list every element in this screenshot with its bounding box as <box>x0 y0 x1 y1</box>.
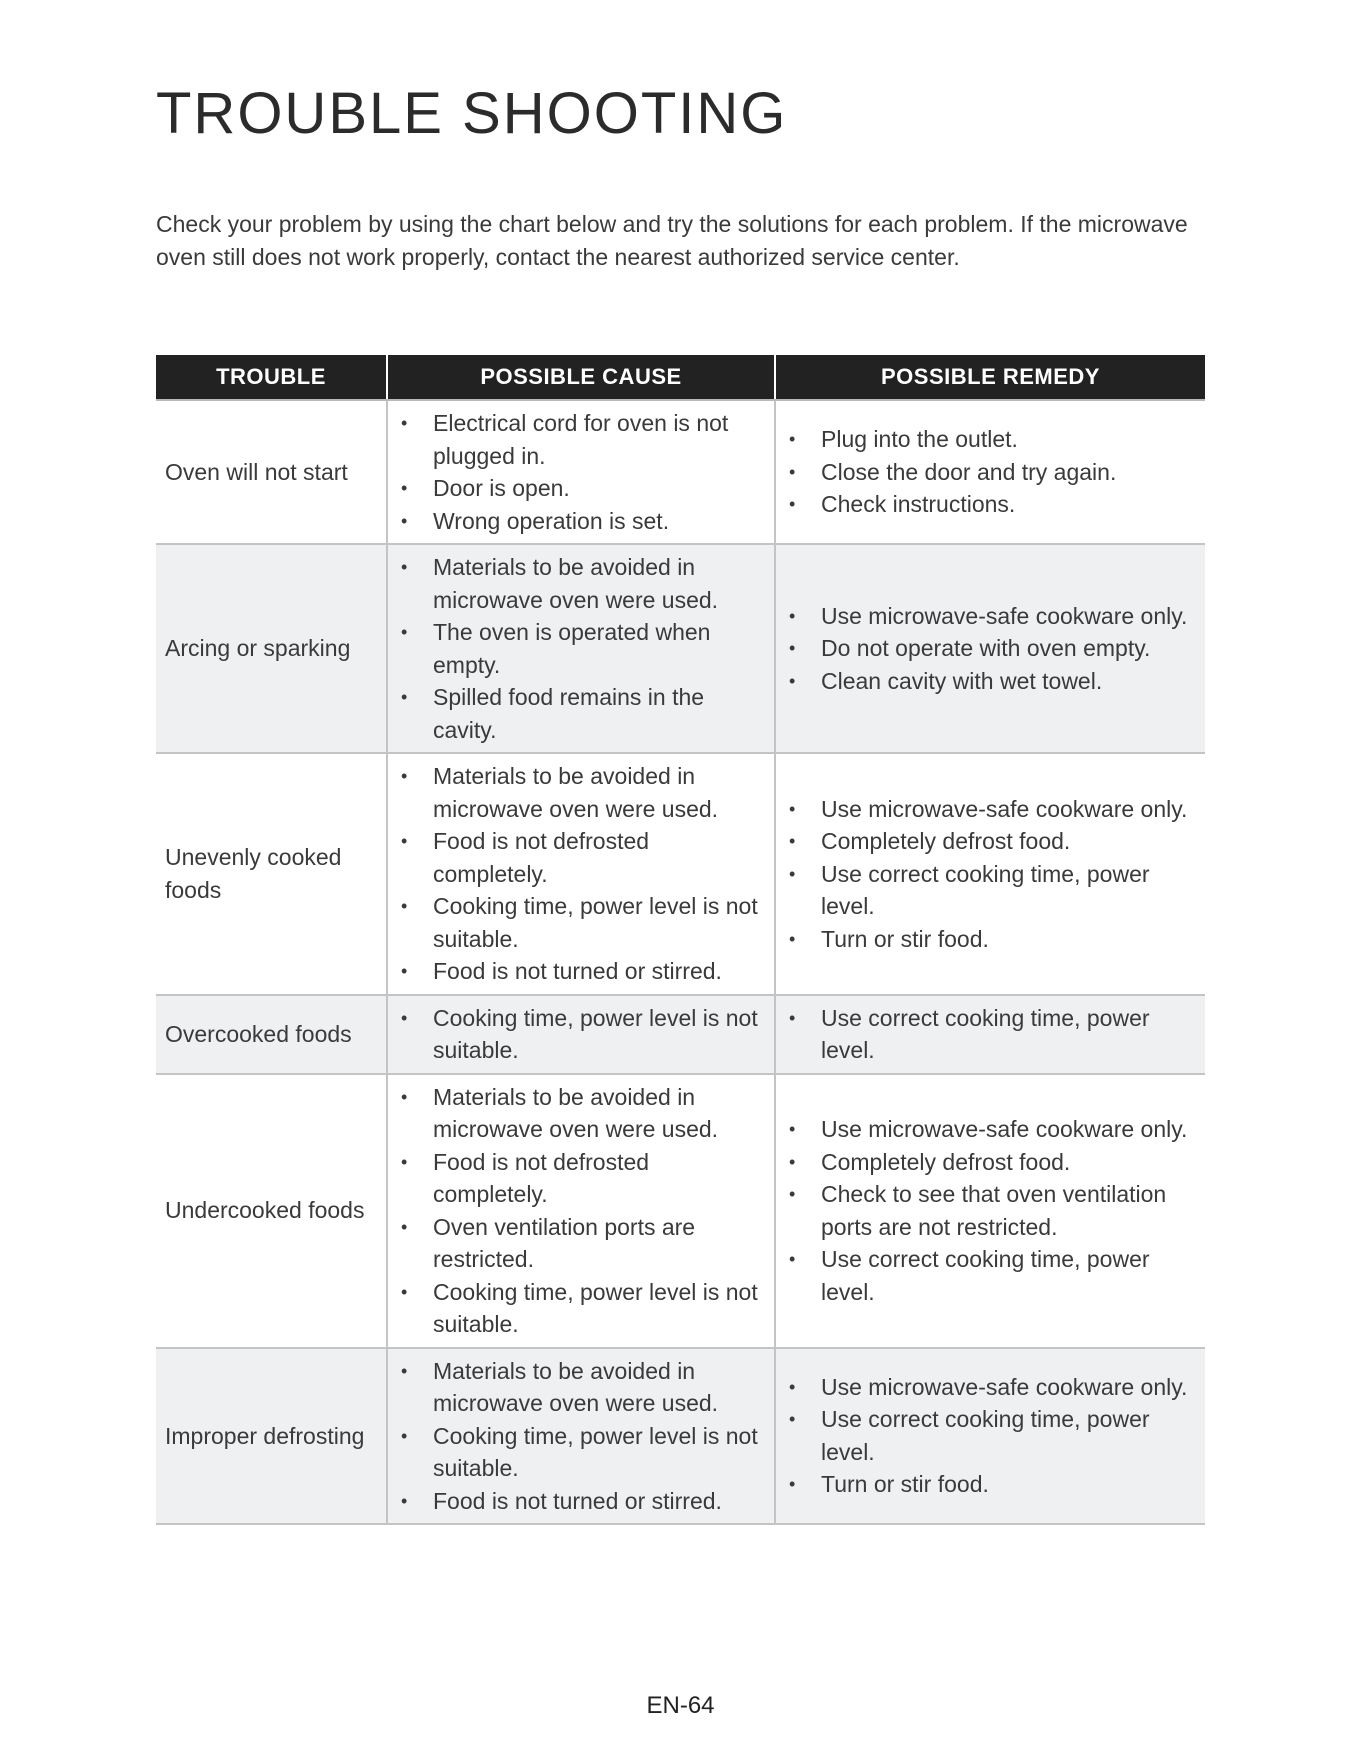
remedy-list <box>785 1113 1199 1308</box>
header-trouble: TROUBLE <box>156 355 387 400</box>
remedy-item: • Do not operate with oven empty. <box>785 632 1199 665</box>
remedy-item: • Use correct cooking time, power level. <box>785 858 1199 923</box>
table-body <box>156 400 1205 1524</box>
cause-cell <box>387 544 775 753</box>
cause-item: • Food is not turned or stirred. <box>397 1485 768 1518</box>
remedy-list <box>785 793 1199 956</box>
table-row <box>156 544 1205 753</box>
cause-item: • Food is not defrosted completely. <box>397 1146 768 1211</box>
cause-item: • Door is open. <box>397 472 768 505</box>
remedy-cell <box>775 1348 1205 1525</box>
remedy-item: • Close the door and try again. <box>785 456 1199 489</box>
page-number: EN-64 <box>646 1692 715 1719</box>
remedy-item: • Clean cavity with wet towel. <box>785 665 1199 698</box>
remedy-item: • Plug into the outlet. <box>785 423 1199 456</box>
cause-item: • The oven is operated when empty. <box>397 616 768 681</box>
remedy-cell <box>775 995 1205 1074</box>
cause-list <box>397 760 768 988</box>
remedy-list <box>785 1002 1199 1067</box>
remedy-cell <box>775 753 1205 995</box>
cause-list <box>397 1355 768 1518</box>
header-possible-remedy: POSSIBLE REMEDY <box>775 355 1205 400</box>
table-row <box>156 1074 1205 1348</box>
troubleshooting-table <box>156 355 1205 1525</box>
table-row <box>156 400 1205 544</box>
remedy-item: • Check to see that oven ventilation ports are not restricted. <box>785 1178 1199 1243</box>
cause-cell <box>387 1074 775 1348</box>
trouble-cell: Arcing or sparking <box>156 544 387 753</box>
remedy-item: • Check instructions. <box>785 488 1199 521</box>
remedy-item: • Completely defrost food. <box>785 825 1199 858</box>
table-row <box>156 753 1205 995</box>
remedy-list <box>785 423 1199 521</box>
table-header-row <box>156 355 1205 400</box>
cause-item: • Spilled food remains in the cavity. <box>397 681 768 746</box>
cause-item: • Food is not defrosted completely. <box>397 825 768 890</box>
remedy-item: • Use microwave-safe cookware only. <box>785 1113 1199 1146</box>
cause-item: • Materials to be avoided in microwave oven were used. <box>397 1081 768 1146</box>
cause-list <box>397 1002 768 1067</box>
remedy-item: • Completely defrost food. <box>785 1146 1199 1179</box>
table-row <box>156 995 1205 1074</box>
remedy-cell <box>775 544 1205 753</box>
table-row <box>156 1348 1205 1525</box>
remedy-item: • Use microwave-safe cookware only. <box>785 600 1199 633</box>
cause-item: • Cooking time, power level is not suitable. <box>397 1002 768 1067</box>
cause-item: • Cooking time, power level is not suitable. <box>397 890 768 955</box>
cause-item: • Oven ventilation ports are restricted. <box>397 1211 768 1276</box>
cause-cell <box>387 753 775 995</box>
cause-list <box>397 1081 768 1341</box>
cause-item: • Materials to be avoided in microwave oven were used. <box>397 551 768 616</box>
cause-list <box>397 551 768 746</box>
trouble-cell: Oven will not start <box>156 400 387 544</box>
cause-item: • Cooking time, power level is not suitable. <box>397 1420 768 1485</box>
cause-list <box>397 407 768 537</box>
remedy-item: • Use correct cooking time, power level. <box>785 1002 1199 1067</box>
trouble-cell: Improper defrosting <box>156 1348 387 1525</box>
remedy-item: • Use microwave-safe cookware only. <box>785 793 1199 826</box>
remedy-cell <box>775 1074 1205 1348</box>
remedy-item: • Use correct cooking time, power level. <box>785 1403 1199 1468</box>
remedy-cell <box>775 400 1205 544</box>
intro-paragraph: Check your problem by using the chart below and try the solutions for each problem. If the microwave oven still does not work properly, contact the nearest authorized service center. <box>156 211 1188 270</box>
trouble-cell: Undercooked foods <box>156 1074 387 1348</box>
cause-item: • Materials to be avoided in microwave oven were used. <box>397 1355 768 1420</box>
header-possible-cause: POSSIBLE CAUSE <box>387 355 775 400</box>
remedy-item: • Use microwave-safe cookware only. <box>785 1371 1199 1404</box>
trouble-cell: Unevenly cooked foods <box>156 753 387 995</box>
cause-item: • Food is not turned or stirred. <box>397 955 768 988</box>
cause-item: • Cooking time, power level is not suitable. <box>397 1276 768 1341</box>
cause-cell <box>387 1348 775 1525</box>
cause-cell <box>387 400 775 544</box>
cause-item: • Wrong operation is set. <box>397 505 768 538</box>
page-title: TROUBLE SHOOTING <box>156 81 788 146</box>
remedy-list <box>785 600 1199 698</box>
remedy-list <box>785 1371 1199 1501</box>
remedy-item: • Use correct cooking time, power level. <box>785 1243 1199 1308</box>
remedy-item: • Turn or stir food. <box>785 923 1199 956</box>
cause-cell <box>387 995 775 1074</box>
cause-item: • Electrical cord for oven is not plugged in. <box>397 407 768 472</box>
trouble-cell: Overcooked foods <box>156 995 387 1074</box>
cause-item: • Materials to be avoided in microwave oven were used. <box>397 760 768 825</box>
remedy-item: • Turn or stir food. <box>785 1468 1199 1501</box>
